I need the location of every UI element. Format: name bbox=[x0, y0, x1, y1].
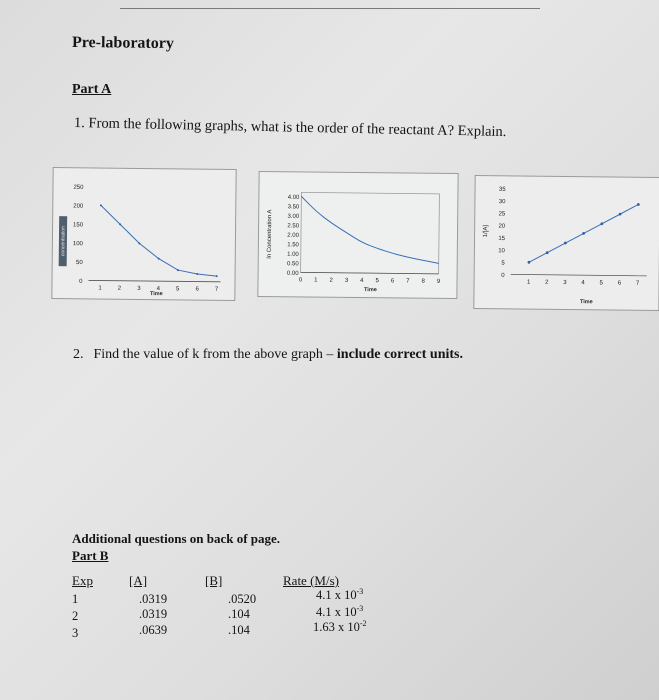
x-tick-label: 4 bbox=[581, 280, 585, 287]
column-header-b: [B] bbox=[205, 573, 223, 588]
y-tick-label: 2.00 bbox=[287, 232, 300, 239]
x-axis-label: Time bbox=[364, 287, 377, 294]
table-cell-exp: 3 bbox=[72, 626, 79, 640]
rate-mantissa: 4.1 x 10 bbox=[316, 605, 357, 620]
y-tick-label: 35 bbox=[498, 186, 506, 193]
x-tick-label: 1 bbox=[98, 285, 102, 292]
part-b-heading: Part B bbox=[72, 548, 109, 563]
x-axis-label: Time bbox=[579, 299, 593, 306]
rate-mantissa: 1.63 x 10 bbox=[313, 620, 360, 635]
table-cell-rate bbox=[313, 619, 367, 635]
x-tick-label: 3 bbox=[563, 279, 567, 286]
question-1-number: 1. bbox=[73, 115, 86, 132]
y-tick-label: 5 bbox=[501, 260, 505, 267]
y-tick-label: 3.50 bbox=[287, 204, 300, 211]
rate-mantissa: 4.1 x 10 bbox=[316, 588, 357, 603]
plot-area-frame bbox=[301, 192, 440, 273]
x-tick-label: 6 bbox=[617, 280, 622, 287]
table-cell-b: .0520 bbox=[228, 592, 257, 606]
x-tick-label: 5 bbox=[375, 278, 379, 285]
x-tick-label: 9 bbox=[436, 278, 441, 285]
table-cell-b: .104 bbox=[228, 607, 250, 621]
data-point bbox=[196, 273, 198, 275]
part-a-heading: Part A bbox=[72, 82, 112, 97]
x-tick-label: 2 bbox=[329, 277, 333, 284]
y-tick-label: 0 bbox=[501, 272, 505, 279]
x-axis-line bbox=[301, 272, 439, 273]
x-tick-label: 6 bbox=[390, 278, 395, 285]
y-tick-label: 250 bbox=[73, 184, 84, 191]
question-2-number: 2. bbox=[73, 347, 84, 362]
x-axis-line bbox=[89, 280, 221, 281]
y-tick-label: 0 bbox=[79, 278, 83, 285]
y-tick-label: 10 bbox=[498, 248, 505, 255]
y-tick-label: 2.50 bbox=[287, 223, 300, 230]
x-tick-label: 8 bbox=[421, 278, 425, 285]
question-2 bbox=[73, 347, 463, 363]
y-axis-label: concentration bbox=[60, 226, 67, 257]
y-axis-label: 1/[A] bbox=[483, 224, 490, 238]
x-tick-label: 6 bbox=[195, 286, 199, 293]
table-cell-a: .0319 bbox=[139, 592, 168, 606]
x-tick-label: 1 bbox=[314, 277, 318, 284]
table-cell-rate bbox=[316, 604, 363, 620]
graph-3-svg bbox=[474, 176, 659, 310]
y-tick-label: 50 bbox=[75, 259, 83, 267]
y-tick-label: 4.00 bbox=[287, 194, 300, 201]
top-rule bbox=[120, 8, 540, 9]
page-title: Pre-laboratory bbox=[71, 34, 174, 53]
x-tick-label: 4 bbox=[156, 286, 161, 293]
y-tick-label: 25 bbox=[498, 211, 506, 218]
series-line bbox=[301, 196, 440, 263]
y-tick-label: 30 bbox=[498, 199, 506, 206]
y-tick-label: 20 bbox=[498, 223, 506, 230]
column-header-a: [A] bbox=[129, 573, 148, 588]
table-cell-exp: 2 bbox=[72, 609, 79, 623]
y-tick-label: 200 bbox=[73, 203, 84, 210]
x-tick-label: 4 bbox=[360, 278, 364, 285]
question-1 bbox=[74, 115, 507, 141]
y-tick-label: 150 bbox=[73, 222, 84, 229]
x-tick-label: 7 bbox=[406, 278, 410, 285]
x-tick-label: 1 bbox=[527, 279, 531, 286]
graph-1-svg bbox=[52, 168, 235, 300]
graph-2-svg bbox=[258, 172, 457, 298]
table-cell-exp: 1 bbox=[72, 592, 79, 606]
rate-exponent: -2 bbox=[359, 619, 367, 628]
question-2-emphasis: include correct units. bbox=[336, 347, 464, 362]
y-tick-label: 3.00 bbox=[287, 213, 300, 220]
column-header-rate: Rate (M/s) bbox=[283, 573, 339, 588]
x-tick-label: 3 bbox=[344, 277, 349, 284]
graph-ln-concentration-vs-time bbox=[257, 171, 458, 299]
rate-exponent: -3 bbox=[356, 604, 364, 613]
x-tick-label: 2 bbox=[117, 285, 122, 292]
column-header-exp: Exp bbox=[72, 573, 93, 588]
table-cell-b: .104 bbox=[228, 623, 250, 637]
series-line bbox=[100, 205, 217, 276]
graph-concentration-vs-time bbox=[51, 167, 236, 301]
table-cell-a: .0319 bbox=[139, 607, 168, 621]
y-tick-label: 1.50 bbox=[287, 242, 299, 249]
y-tick-label: 15 bbox=[498, 235, 506, 242]
graph-inverse-concentration-vs-time bbox=[473, 175, 659, 311]
x-axis-line bbox=[511, 274, 647, 275]
table-cell-rate bbox=[316, 587, 363, 603]
x-tick-label: 7 bbox=[214, 286, 219, 293]
x-tick-label: 7 bbox=[635, 280, 640, 287]
x-tick-label: 3 bbox=[137, 285, 141, 292]
x-tick-label: 5 bbox=[176, 286, 180, 293]
y-tick-label: 1.00 bbox=[287, 251, 299, 258]
y-tick-label: 100 bbox=[72, 241, 83, 248]
y-tick-label: 0.00 bbox=[286, 270, 299, 277]
y-axis-label: ln Concentration A bbox=[266, 209, 274, 259]
x-tick-label: 2 bbox=[545, 279, 549, 286]
data-point bbox=[216, 275, 218, 277]
y-tick-label: 0.50 bbox=[286, 261, 299, 268]
additional-questions-note: Additional questions on back of page. bbox=[72, 531, 281, 546]
x-tick-label: 0 bbox=[298, 277, 303, 284]
x-tick-label: 5 bbox=[599, 280, 603, 287]
table-cell-a: .0639 bbox=[139, 623, 168, 637]
x-axis-label: Time bbox=[149, 291, 163, 298]
question-2-text: Find the value of k from the above graph – bbox=[93, 347, 334, 362]
rate-exponent: -3 bbox=[356, 587, 364, 596]
question-1-text: From the following graphs, what is the order of the reactant A? Explain. bbox=[88, 115, 507, 141]
